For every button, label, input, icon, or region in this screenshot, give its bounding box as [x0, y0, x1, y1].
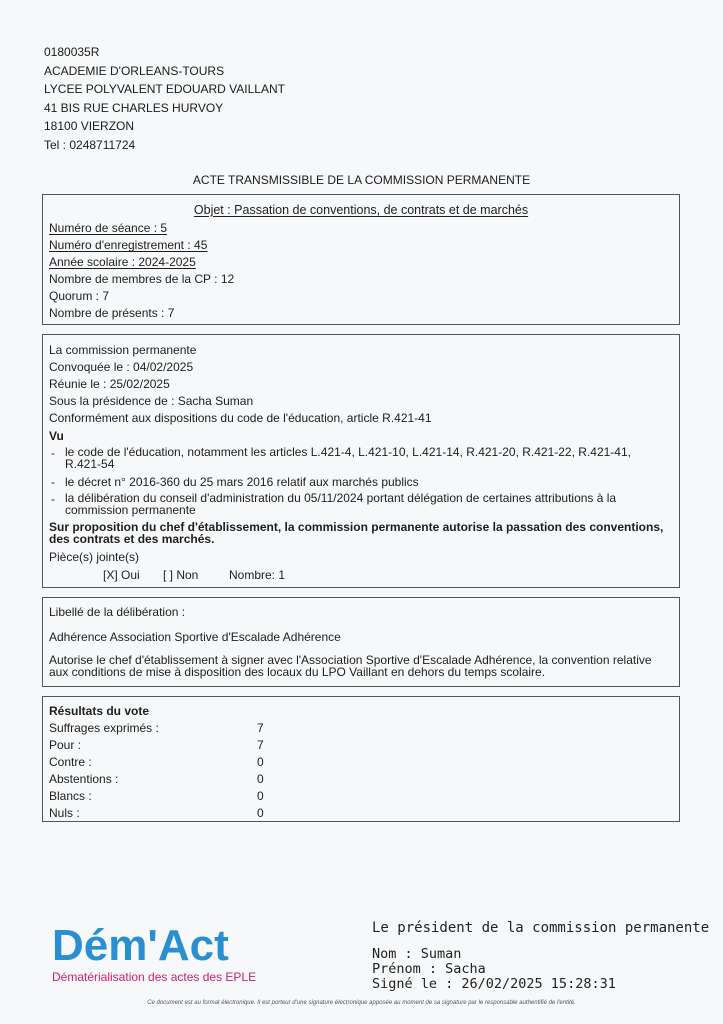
resultats-box — [42, 696, 680, 822]
vote-value-contre: 0 — [257, 755, 264, 769]
deliberation-texte: Autorise le chef d'établissement à signer avec l'Association Sportive d'Escalade Adhérence, la convention relative aux conditions de mise à disposition des locaux du LPO Vaillant en dehors du temps scolaire. — [49, 653, 652, 679]
annee-scolaire: Année scolaire : 2024-2025 — [49, 255, 196, 269]
reunie-date: Réunie le : 25/02/2025 — [49, 377, 170, 391]
vu-label: Vu — [49, 429, 64, 443]
commission-intro: La commission permanente — [49, 343, 197, 357]
vote-value-suffrages: 7 — [257, 721, 264, 735]
signature-role: Le président de la commission permanente — [372, 920, 710, 936]
convoquee-date: Convoquée le : 04/02/2025 — [49, 360, 194, 374]
vu-item-code-education: le code de l'éducation, notamment les articles L.421-4, L.421-10, L.421-14, R.421-20, R.421-22, R.421-41, R.421-54 — [65, 445, 631, 471]
objet-title-text: Objet : Passation de conventions, de contrats et de marchés — [193, 203, 529, 217]
pieces-nombre: Nombre: 1 — [229, 568, 286, 582]
telephone: Tel : 0248711724 — [44, 138, 136, 152]
footer-note: Ce document est au format électronique. Il est porteur d'une signature électronique apposée au moment de sa signature par le responsable authentifié de l'entité. — [147, 1000, 576, 1006]
numero-seance: Numéro de séance : 5 — [49, 221, 168, 235]
document-title: ACTE TRANSMISSIBLE DE LA COMMISSION PERMANENTE — [192, 173, 531, 187]
nombre-presents: Nombre de présents : 7 — [49, 306, 175, 320]
resultats-title: Résultats du vote — [49, 704, 150, 718]
academie: ACADEMIE D'ORLEANS-TOURS — [44, 64, 225, 78]
vu-item-deliberation: la délibération du conseil d'administration du 05/11/2024 portant délégation de certaines attributions à la commission permanente — [65, 491, 617, 517]
commission-box — [42, 334, 680, 588]
adresse: 41 BIS RUE CHARLES HURVOY — [44, 101, 224, 115]
pieces-non: [ ] Non — [163, 568, 199, 582]
vote-value-blancs: 0 — [257, 789, 264, 803]
deliberation-titre: Adhérence Association Sportive d'Escalade Adhérence — [49, 630, 341, 644]
pieces-oui: [X] Oui — [103, 568, 140, 582]
vote-label-suffrages: Suffrages exprimés : — [49, 721, 159, 735]
presidence: Sous la présidence de : Sacha Suman — [49, 394, 254, 408]
vote-label-pour: Pour : — [49, 738, 82, 752]
vu-item-decret: le décret n° 2016-360 du 25 mars 2016 relatif aux marchés publics — [65, 475, 419, 489]
proposition-text: Sur proposition du chef d'établissement, la commission permanente autorise la passation des conventions, des contrats et des marchés. — [49, 520, 664, 546]
objet-title — [43, 203, 679, 217]
vote-value-nuls: 0 — [257, 806, 264, 820]
signature-nom: Nom : Suman — [372, 946, 462, 962]
deliberation-box — [42, 597, 680, 687]
demact-tagline: Dématérialisation des actes des EPLE — [52, 970, 257, 984]
deliberation-label: Libellé de la délibération : — [49, 605, 186, 619]
demact-logo: Dém'Act — [52, 921, 229, 970]
bullet-dash: - — [51, 446, 55, 460]
school-code: 0180035R — [44, 45, 100, 59]
signature-prenom: Prénom : Sacha — [372, 961, 486, 977]
objet-box — [42, 194, 680, 325]
ville: 18100 VIERZON — [44, 119, 135, 133]
bullet-dash: - — [51, 492, 55, 506]
quorum: Quorum : 7 — [49, 289, 110, 303]
nombre-membres: Nombre de membres de la CP : 12 — [49, 272, 235, 286]
vote-label-blancs: Blancs : — [49, 789, 92, 803]
vote-label-nuls: Nuls : — [49, 806, 80, 820]
pieces-jointes-label: Pièce(s) jointe(s) — [49, 550, 140, 564]
conformement-text: Conformément aux dispositions du code de l'éducation, article R.421-41 — [49, 411, 432, 425]
vote-value-pour: 7 — [257, 738, 264, 752]
vote-label-abstentions: Abstentions : — [49, 772, 119, 786]
vote-value-abstentions: 0 — [257, 772, 264, 786]
vote-label-contre: Contre : — [49, 755, 92, 769]
bullet-dash: - — [51, 475, 55, 489]
etablissement: LYCEE POLYVALENT EDOUARD VAILLANT — [44, 82, 285, 96]
numero-enregistrement: Numéro d'enregistrement : 45 — [49, 238, 208, 252]
signature-date: Signé le : 26/02/2025 15:28:31 — [372, 976, 616, 992]
